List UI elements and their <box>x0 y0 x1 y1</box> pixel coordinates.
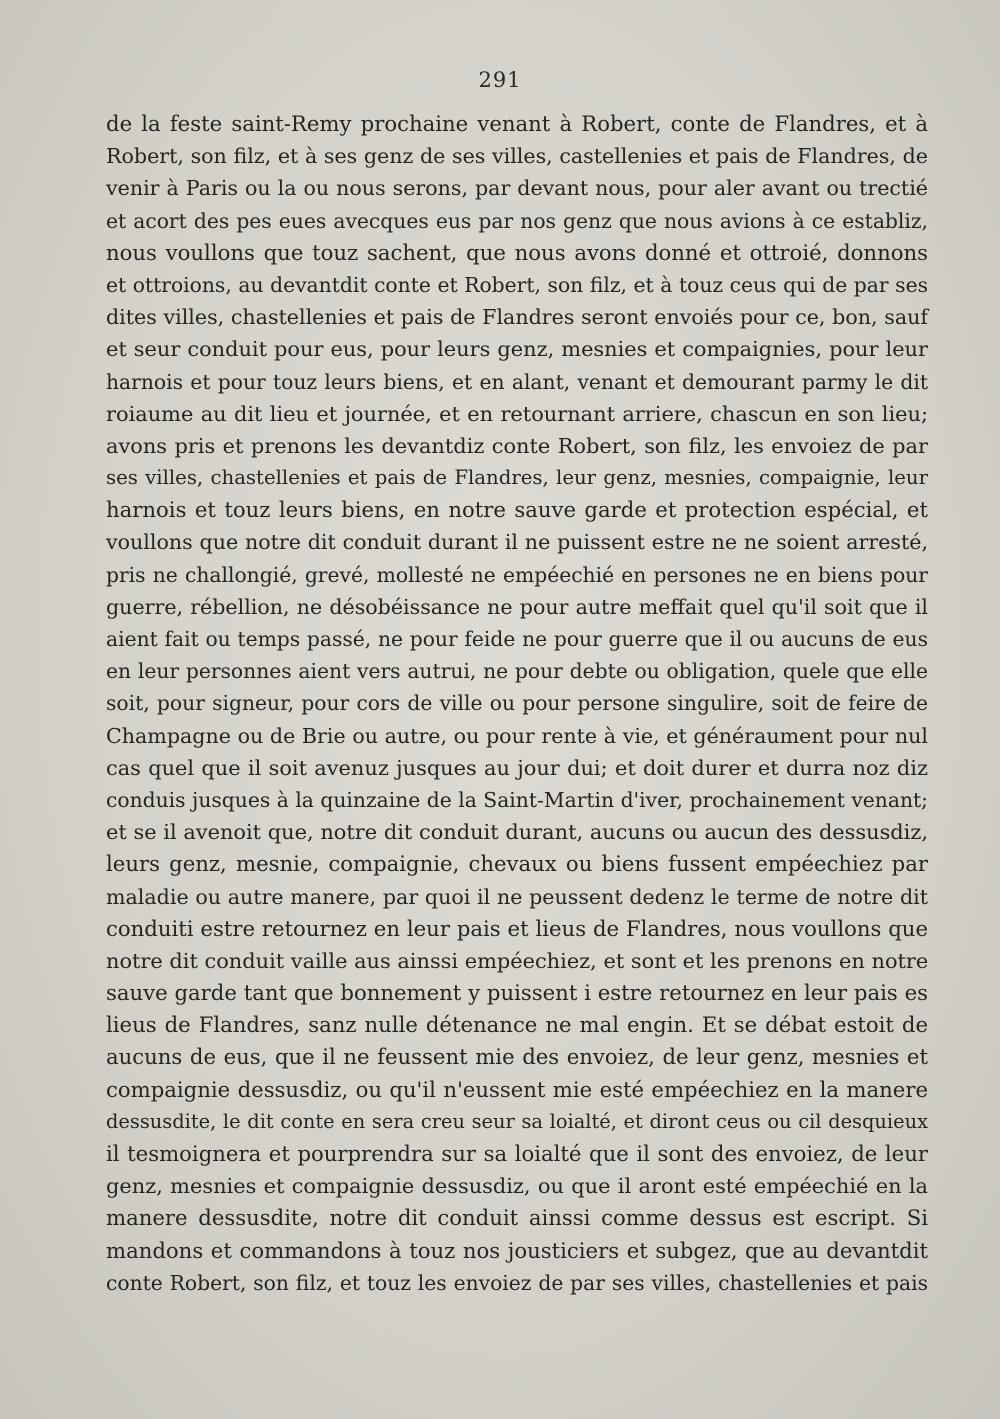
page-number: 291 <box>478 68 522 92</box>
text-line: cas quel que il soit avenuz jusques au jour dui; et doit durer et durra noz diz <box>106 755 928 780</box>
text-line: maladie ou autre manere, par quoi il ne peussent dedenz le terme de notre dit <box>106 884 928 909</box>
text-line: et ottroions, au devantdit conte et Robert, son filz, et à touz ceus qui de par ses <box>106 272 928 297</box>
text-line: sauve garde tant que bonnement y puissent i estre retournez en leur pais es <box>106 980 928 1006</box>
body-text <box>106 108 928 1299</box>
text-line: genz, mesnies et compaignie dessusdiz, ou que il aront esté empéechié en la <box>106 1174 928 1199</box>
text-line: conduis jusques à la quinzaine de la Saint-Martin d'iver, prochainement venant; <box>106 787 928 812</box>
text-line: Champagne ou de Brie ou autre, ou pour rente à vie, et généraument pour nul <box>106 723 928 748</box>
text-line: de la feste saint-Remy prochaine venant à Robert, conte de Flandres, et à <box>106 111 928 136</box>
text-line: guerre, rébellion, ne désobéissance ne pour autre meffait quel qu'il soit que il <box>106 594 928 619</box>
text-line: pris ne challongié, grevé, mollesté ne empéechié en persones ne en biens pour <box>106 562 928 587</box>
text-line: ses villes, chastellenies et pais de Flandres, leur genz, mesnies, compaignie, leur <box>106 466 928 490</box>
text-line: et se il avenoit que, notre dit conduit durant, aucuns ou aucun des dessusdiz, <box>106 820 928 845</box>
text-line: mandons et commandons à touz nos jousticiers et subgez, que au devantdit <box>106 1237 928 1263</box>
text-line: conduiti estre retournez en leur pais et lieus de Flandres, nous voullons que <box>106 915 928 941</box>
text-line: notre dit conduit vaille aus ainssi empéechiez, et sont et les prenons en notre <box>106 948 929 973</box>
text-line: harnois et touz leurs biens, en notre sauve garde et protection espécial, et <box>106 497 928 523</box>
text-line: harnois et pour touz leurs biens, et en alant, venant et demourant parmy le dit <box>106 369 928 394</box>
text-line: lieus de Flandres, sanz nulle détenance ne mal engin. Et se débat estoit de <box>106 1012 928 1038</box>
text-line: Robert, son filz, et à ses genz de ses villes, castellenies et pais de Flandres, de <box>106 144 928 169</box>
text-line: roiaume au dit lieu et journée, et en retournant arriere, chascun en son lieu; <box>106 401 928 426</box>
text-line: compaignie dessusdiz, ou qu'il n'eussent mie esté empéechiez en la manere <box>106 1076 928 1102</box>
text-line: nous voullons que touz sachent, que nous avons donné et ottroié, donnons <box>106 239 928 265</box>
text-line: dessusdite, le dit conte en sera creu seur sa loialté, et diront ceus ou cil desquieux <box>106 1109 928 1133</box>
text-line: soit, pour signeur, pour cors de ville ou pour persone singulire, soit de feire de <box>106 691 928 716</box>
text-line: en leur personnes aient vers autrui, ne pour debte ou obligation, quele que elle <box>106 659 928 684</box>
text-line: il tesmoignera et pourprendra sur sa loialté que il sont des envoiez, de leur <box>106 1141 928 1166</box>
text-line: et seur conduit pour eus, pour leurs genz, mesnies et compaignies, pour leur <box>106 337 928 362</box>
text-line: aient fait ou temps passé, ne pour feide ne pour guerre que il ou aucuns de eus <box>106 627 928 651</box>
text-line: et acort des pes eues avecques eus par nos genz que nous avions à ce establiz, <box>106 208 928 233</box>
text-line: dites villes, chastellenies et pais de Flandres seront envoiés pour ce, bon, sauf <box>106 305 928 330</box>
text-line: venir à Paris ou la ou nous serons, par devant nous, pour aler avant ou trectié <box>106 176 928 201</box>
text-line: leurs genz, mesnie, compaignie, chevaux ou biens fussent empéechiez par <box>106 851 928 877</box>
text-line: aucuns de eus, que il ne feussent mie des envoiez, de leur genz, mesnies et <box>106 1044 928 1070</box>
text-line: avons pris et prenons les devantdiz conte Robert, son filz, les envoiez de par <box>106 433 928 458</box>
text-line: manere dessusdite, notre dit conduit ainssi comme dessus est escript. Si <box>106 1205 928 1231</box>
text-line: voullons que notre dit conduit durant il ne puissent estre ne ne soient arresté, <box>106 530 928 555</box>
text-line: conte Robert, son filz, et touz les envoiez de par ses villes, chastellenies et pais <box>106 1270 928 1295</box>
